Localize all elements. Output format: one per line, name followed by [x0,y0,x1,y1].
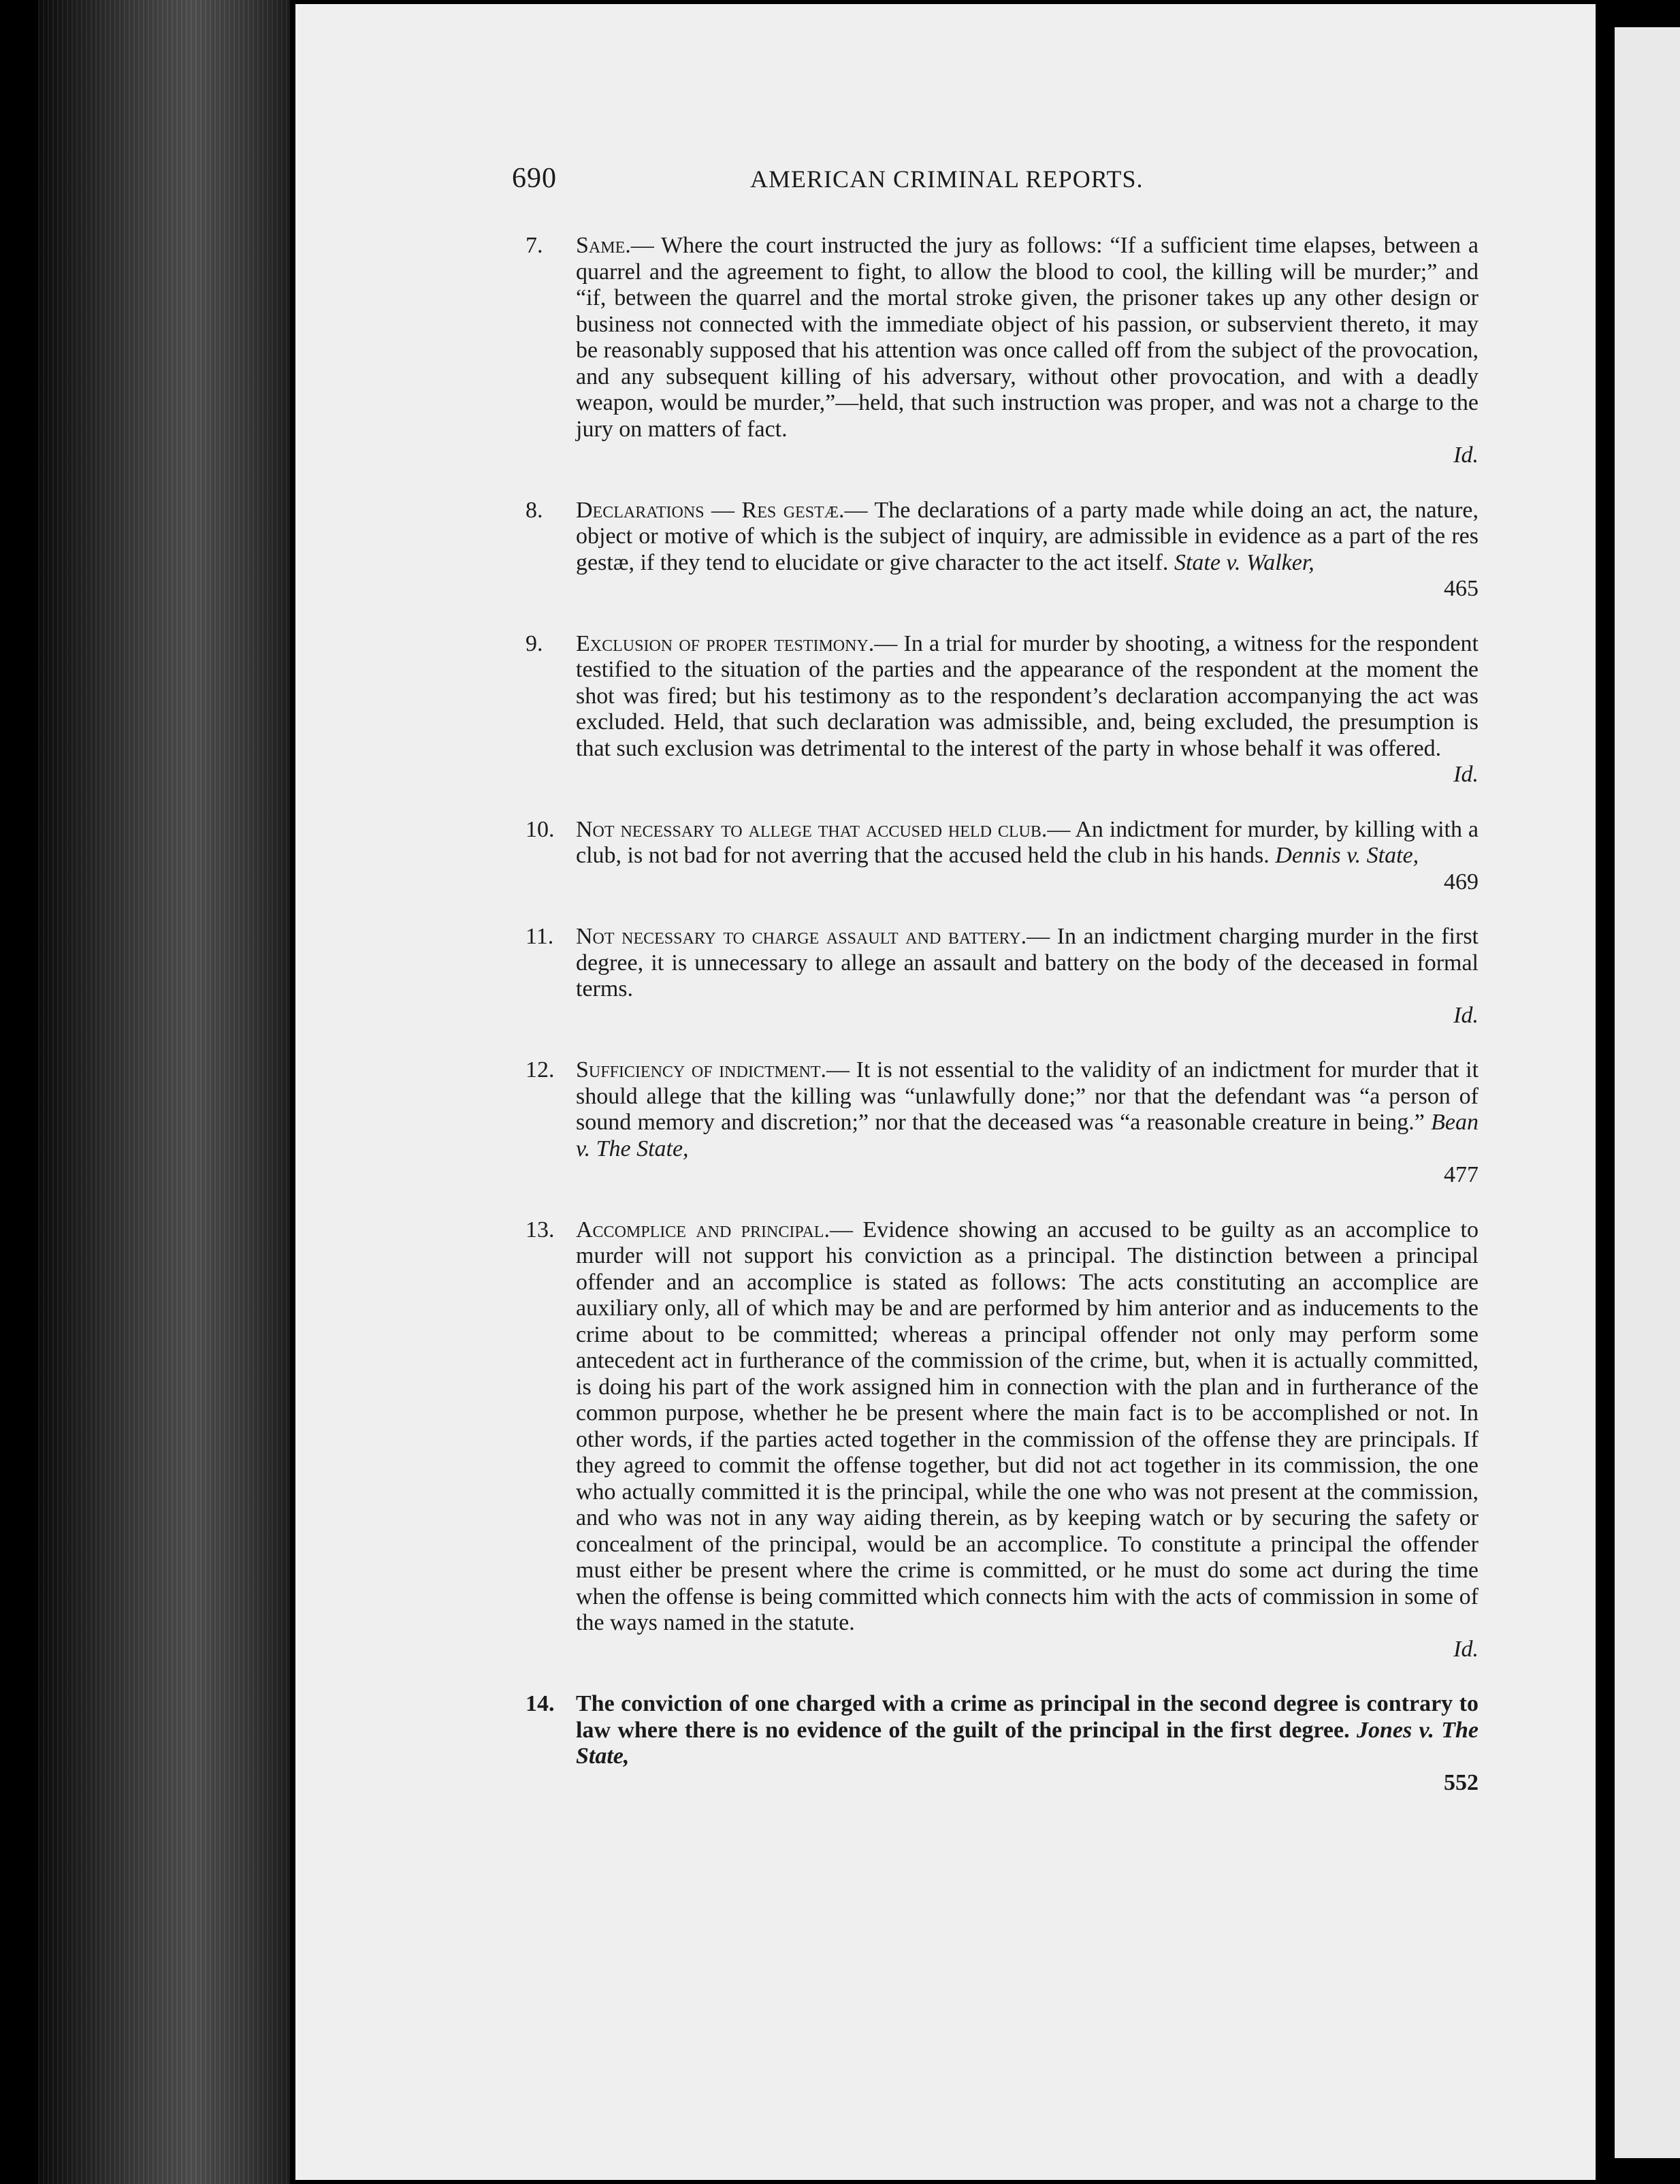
headnote-heading: Same.— [576,233,654,258]
headnote-heading: Declarations — Res gestæ.— [576,497,868,523]
headnote-10 [526,817,1479,896]
headnote-ref: 465 [1444,576,1479,601]
headnote-number: 7. [526,233,543,258]
headnote-citation: Jones v. The State, [576,1717,1479,1769]
headnote-number: 10. [526,816,555,842]
headnote-text: It is not essential to the validity of an indictment for murder that it should allege that the killing was “unlawfully done;” nor that the defendant was “a person of sound memory and discretion;” nor that the deceased was “a reasonable creature in being.” [576,1057,1479,1135]
headnote-9 [526,631,1479,788]
headnote-number: 8. [526,497,543,523]
headnote-number: 14. [526,1691,555,1716]
headnote-text: The declarations of a party made while doing an act, the nature, object or motive of which is the subject of inquiry, are admissible in evidence as a part of the res gestæ, if they tend to elucidate or give character to the act itself. [576,497,1479,575]
headnote-text: In a trial for murder by shooting, a witness for the respondent testified to the situation of the parties and the appearance of the respondent at the moment the shot was fired; but his testimony as to the respondent’s declaration accompanying the act was excluded. Held, that such declaration was admissible, and, being excluded, the presumption is that such exclusion was detrimental to the interest of the party in whose behalf it was offered. [576,630,1479,761]
headnote-ref: 477 [1444,1162,1479,1187]
page-header [512,162,1247,203]
headnote-ref: Id. [1453,762,1479,787]
headnote-13 [526,1217,1479,1663]
headnote-14 [526,1691,1479,1796]
headnote-7 [526,233,1479,469]
headnote-ref: Id. [1453,1002,1479,1028]
page-number: 690 [512,163,557,194]
headnote-ref: Id. [1453,443,1479,468]
headnote-ref: Id. [1453,1636,1479,1662]
headnotes [526,233,1479,1825]
headnote-heading: Accomplice and principal.— [576,1217,853,1242]
headnote-citation: Dennis v. State, [1275,843,1419,868]
headnote-12 [526,1057,1479,1189]
headnote-heading: Not necessary to allege that accused held club.— [576,816,1071,842]
headnote-ref: 552 [1444,1769,1479,1795]
headnote-number: 12. [526,1057,555,1082]
headnote-citation: Bean v. The State, [576,1110,1479,1161]
headnote-citation: State v. Walker, [1174,549,1314,575]
headnote-number: 9. [526,630,543,656]
headnote-ref: 469 [1444,869,1479,895]
facing-page-edge [1615,27,1680,2158]
headnote-8 [526,498,1479,603]
headnote-heading: Not necessary to charge assault and battery.— [576,924,1050,949]
headnote-text: In an indictment charging murder in the first degree, it is unnecessary to allege an assault and battery on the body of the deceased in formal terms. [576,924,1479,1001]
headnote-text: An indictment for murder, by killing with a club, is not bad for not averring that the accused held the club in his hands. [576,816,1479,868]
running-head: AMERICAN CRIMINAL REPORTS. [750,165,1144,193]
headnote-text: Evidence showing an accused to be guilty as an accomplice to murder will not support his conviction as a principal. The distinction between a principal offender and an accomplice is stated as follows: The acts constituting an accomplice are auxiliary only, all of which may be and are performed by him anterior and as inducements to the crime about to be committed; whereas a principal offender not only may perform some antecedent act in furtherance of the commission of the crime, but, when it is actually committed, is doing his part of the work assigned him in connection with the plan and in furtherance of the common purpose, whether he be present where the main fact is to be accomplished or not. In other words, if the parties acted together in the commission of the offense they are principals. If they agreed to commit the offense together, but did not act together in its commission, the one who actually committed it is the principal, while the one who was not present at the commission, and who was not in any way aiding therein, as by keeping watch or by securing the safety or concealment of the principal, would be an accomplice. To constitute a principal the offender must either be present where the crime is committed, or he must do some act during the time when the offense is being committed which connects him with the acts of commission in some of the ways named in the statute. [576,1217,1479,1635]
headnote-heading: Sufficiency of indictment.— [576,1057,850,1082]
headnote-number: 11. [526,924,554,949]
spine-texture [38,0,290,2184]
headnote-text: Where the court instructed the jury as follows: “If a sufficient time elapses, between a quarrel and the agreement to fight, to allow the blood to cool, the killing will be murder;” and “if, between the quarrel and the mortal stroke given, the prisoner takes up any other design or business not connected with the immediate object of his passion, or subservient thereto, it may be reasonably supposed that his attention was once called off from the subject of the provocation, and any subsequent killing of his adversary, without other provocation, and with a deadly weapon, would be murder,”—held, that such instruction was proper, and was not a charge to the jury on matters of fact. [576,233,1479,442]
headnote-11 [526,924,1479,1029]
headnote-text: The conviction of one charged with a crime as principal in the second degree is contrary to law where there is no evidence of the guilt of the principal in the first degree. [576,1691,1479,1743]
headnote-number: 13. [526,1217,555,1242]
headnote-heading: Exclusion of proper testimony.— [576,630,898,656]
